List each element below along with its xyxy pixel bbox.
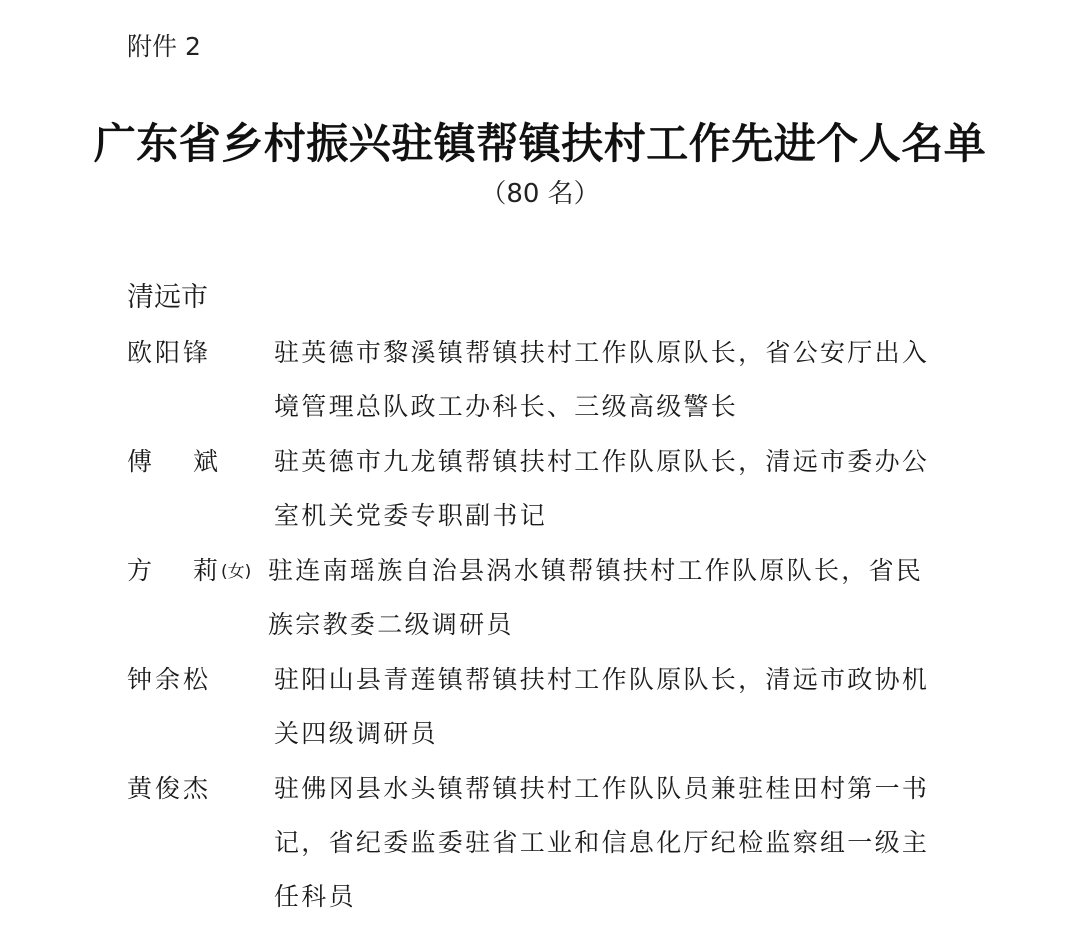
awardee-entry <box>0 544 1080 653</box>
awardee-entry <box>0 653 1080 762</box>
awardee-entry <box>0 762 1080 932</box>
award-count: （80 名） <box>480 179 600 209</box>
awardee-name: 钟余松 <box>127 665 212 694</box>
gender-note: (女) <box>221 562 252 582</box>
awardee-name-last: 斌 <box>193 447 222 476</box>
awardee-entry <box>0 326 1080 435</box>
awardee-description: 驻连南瑶族自治县涡水镇帮镇扶村工作队原队长，省民族宗教委二级调研员 <box>268 556 924 639</box>
awardee-list <box>0 326 1080 932</box>
awardee-name: 欧阳锋 <box>127 338 212 367</box>
awardee-name-last: 莉 <box>193 556 222 585</box>
awardee-name <box>127 544 267 599</box>
awardee-name: 黄俊杰 <box>127 774 212 803</box>
awardee-entry <box>0 435 1080 544</box>
awardee-name-first: 傅 <box>127 447 156 476</box>
awardee-description: 驻阳山县青莲镇帮镇扶村工作队原队长，清远市政协机关四级调研员 <box>274 665 930 748</box>
awardee-description: 驻英德市黎溪镇帮镇扶村工作队原队长，省公安厅出入境管理总队政工办科长、三级高级警长 <box>274 338 930 421</box>
document-title: 广东省乡村振兴驻镇帮镇扶村工作先进个人名单 <box>93 119 987 168</box>
awardee-name-first: 方 <box>127 556 156 585</box>
awardee-description: 驻佛冈县水头镇帮镇扶村工作队队员兼驻桂田村第一书记，省纪委监委驻省工业和信息化厅纪检监察组一级主任科员 <box>274 774 930 911</box>
attachment-label: 附件 2 <box>127 32 201 61</box>
section-heading-city: 清远市 <box>127 282 208 313</box>
awardee-name <box>127 435 267 489</box>
awardee-description: 驻英德市九龙镇帮镇扶村工作队原队长，清远市委办公室机关党委专职副书记 <box>274 447 930 530</box>
